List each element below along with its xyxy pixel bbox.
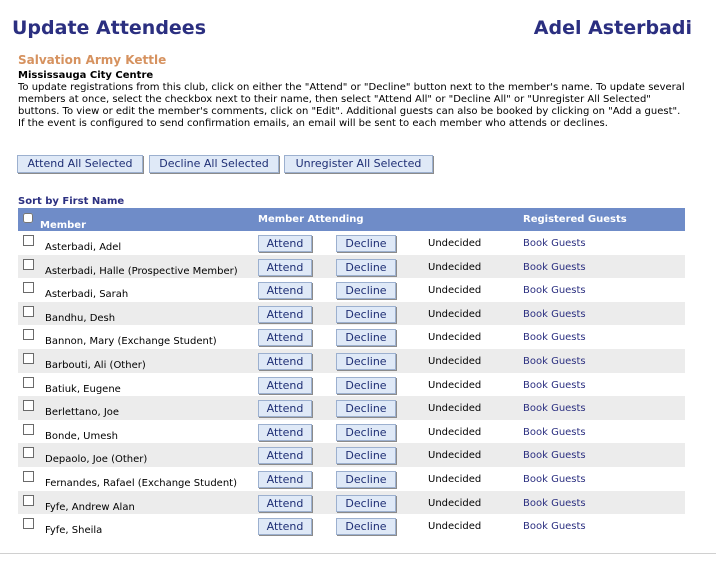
attendance-status: Undecided <box>428 285 482 297</box>
decline-button[interactable]: Decline <box>336 282 396 299</box>
attend-button[interactable]: Attend <box>258 471 312 488</box>
member-name: Asterbadi, Halle (Prospective Member) <box>45 265 238 277</box>
member-checkbox[interactable] <box>23 447 34 458</box>
member-name: Fyfe, Sheila <box>45 525 103 537</box>
decline-button[interactable]: Decline <box>336 518 396 535</box>
member-name: Depaolo, Joe (Other) <box>45 454 148 466</box>
attendance-status: Undecided <box>428 355 482 367</box>
decline-button[interactable]: Decline <box>336 447 396 464</box>
table-row <box>18 302 685 326</box>
book-guests-link[interactable]: Book Guests <box>523 308 586 320</box>
book-guests-link[interactable]: Book Guests <box>523 426 586 438</box>
attend-button[interactable]: Attend <box>258 447 312 464</box>
attend-button[interactable]: Attend <box>258 235 312 252</box>
user-name: Adel Asterbadi <box>533 17 692 39</box>
attendance-status: Undecided <box>428 261 482 273</box>
attend-button[interactable]: Attend <box>258 353 312 370</box>
decline-button[interactable]: Decline <box>336 259 396 276</box>
member-checkbox[interactable] <box>23 306 34 317</box>
member-name: Berlettano, Joe <box>45 407 120 419</box>
book-guests-link[interactable]: Book Guests <box>523 450 586 462</box>
event-location: Mississauga City Centre <box>18 70 154 81</box>
table-header <box>18 208 685 231</box>
table-row <box>18 396 685 420</box>
book-guests-link[interactable]: Book Guests <box>523 238 586 249</box>
decline-button[interactable]: Decline <box>336 400 396 417</box>
table-row <box>18 349 685 373</box>
member-name: Bandhu, Desh <box>45 312 116 324</box>
member-checkbox[interactable] <box>23 424 34 435</box>
table-row <box>18 373 685 397</box>
member-checkbox[interactable] <box>23 329 34 340</box>
event-name: Salvation Army Kettle <box>18 53 167 67</box>
attendance-status: Undecided <box>428 238 482 249</box>
book-guests-link[interactable]: Book Guests <box>523 403 586 415</box>
member-name: Barbouti, Ali (Other) <box>45 359 146 371</box>
book-guests-link[interactable]: Book Guests <box>523 332 586 344</box>
instructions-text: To update registrations from this club, click on either the "Attend" or "Decline" button next to the member's name. To update several members at once, select the checkbox next to their name, then select "Attend All" or "Decline All" or "Unregister All Selected" buttons. To view or edit the member's comments, click on "Edit". Additional guests can also be booked by clicking on "Add a guest". If the event is configured to send confirmation emails, an email will be sent to each member who attends or declines. <box>18 82 685 129</box>
registered-guests-column-header: Registered Guests <box>523 214 627 225</box>
attendance-status: Undecided <box>428 497 482 509</box>
attend-button[interactable]: Attend <box>258 259 312 276</box>
member-name: Fernandes, Rafael (Exchange Student) <box>45 477 237 489</box>
table-row <box>18 467 685 491</box>
attend-button[interactable]: Attend <box>258 518 312 535</box>
member-name: Bannon, Mary (Exchange Student) <box>45 336 217 348</box>
table-row <box>18 514 685 538</box>
attend-all-selected-button[interactable]: Attend All Selected <box>17 155 143 173</box>
member-name: Fyfe, Andrew Alan <box>45 501 135 513</box>
member-name: Bonde, Umesh <box>45 430 118 442</box>
attend-button[interactable]: Attend <box>258 282 312 299</box>
book-guests-link[interactable]: Book Guests <box>523 473 586 485</box>
member-name: Batiuk, Eugene <box>45 383 121 395</box>
select-all-checkbox[interactable] <box>23 213 33 223</box>
attendance-status: Undecided <box>428 379 482 391</box>
member-attending-column-header: Member Attending <box>258 214 364 225</box>
attend-button[interactable]: Attend <box>258 424 312 441</box>
table-row <box>18 255 685 279</box>
table-row <box>18 325 685 349</box>
member-column-header: Member <box>40 220 87 231</box>
table-row <box>18 231 685 255</box>
decline-button[interactable]: Decline <box>336 377 396 394</box>
member-checkbox[interactable] <box>23 259 34 270</box>
table-row <box>18 420 685 444</box>
member-checkbox[interactable] <box>23 495 34 506</box>
member-checkbox[interactable] <box>23 282 34 293</box>
attendance-status: Undecided <box>428 332 482 344</box>
decline-button[interactable]: Decline <box>336 329 396 346</box>
attend-button[interactable]: Attend <box>258 306 312 323</box>
member-checkbox[interactable] <box>23 400 34 411</box>
attendance-status: Undecided <box>428 450 482 462</box>
table-row <box>18 443 685 467</box>
attend-button[interactable]: Attend <box>258 400 312 417</box>
table-row <box>18 491 685 515</box>
member-checkbox[interactable] <box>23 518 34 529</box>
member-name: Asterbadi, Adel <box>45 242 122 253</box>
member-checkbox[interactable] <box>23 377 34 388</box>
decline-all-selected-button[interactable]: Decline All Selected <box>149 155 279 173</box>
attendance-status: Undecided <box>428 403 482 415</box>
book-guests-link[interactable]: Book Guests <box>523 261 586 273</box>
decline-button[interactable]: Decline <box>336 495 396 512</box>
attend-button[interactable]: Attend <box>258 377 312 394</box>
decline-button[interactable]: Decline <box>336 353 396 370</box>
unregister-all-selected-button[interactable]: Unregister All Selected <box>284 155 433 173</box>
divider <box>0 553 716 554</box>
attendance-status: Undecided <box>428 426 482 438</box>
attend-button[interactable]: Attend <box>258 329 312 346</box>
book-guests-link[interactable]: Book Guests <box>523 285 586 297</box>
member-name: Asterbadi, Sarah <box>45 289 129 301</box>
book-guests-link[interactable]: Book Guests <box>523 355 586 367</box>
member-checkbox[interactable] <box>23 471 34 482</box>
attendance-status: Undecided <box>428 473 482 485</box>
attendance-status: Undecided <box>428 521 482 533</box>
attendance-status: Undecided <box>428 308 482 320</box>
decline-button[interactable]: Decline <box>336 235 396 252</box>
decline-button[interactable]: Decline <box>336 306 396 323</box>
page-title: Update Attendees <box>12 17 206 39</box>
book-guests-link[interactable]: Book Guests <box>523 379 586 391</box>
member-checkbox[interactable] <box>23 353 34 364</box>
book-guests-link[interactable]: Book Guests <box>523 497 586 509</box>
attendee-list <box>18 231 685 538</box>
decline-button[interactable]: Decline <box>336 424 396 441</box>
book-guests-link[interactable]: Book Guests <box>523 521 586 533</box>
member-checkbox[interactable] <box>23 235 34 246</box>
sort-by-first-name-link[interactable]: Sort by First Name <box>18 196 125 207</box>
decline-button[interactable]: Decline <box>336 471 396 488</box>
table-row <box>18 278 685 302</box>
attend-button[interactable]: Attend <box>258 495 312 512</box>
